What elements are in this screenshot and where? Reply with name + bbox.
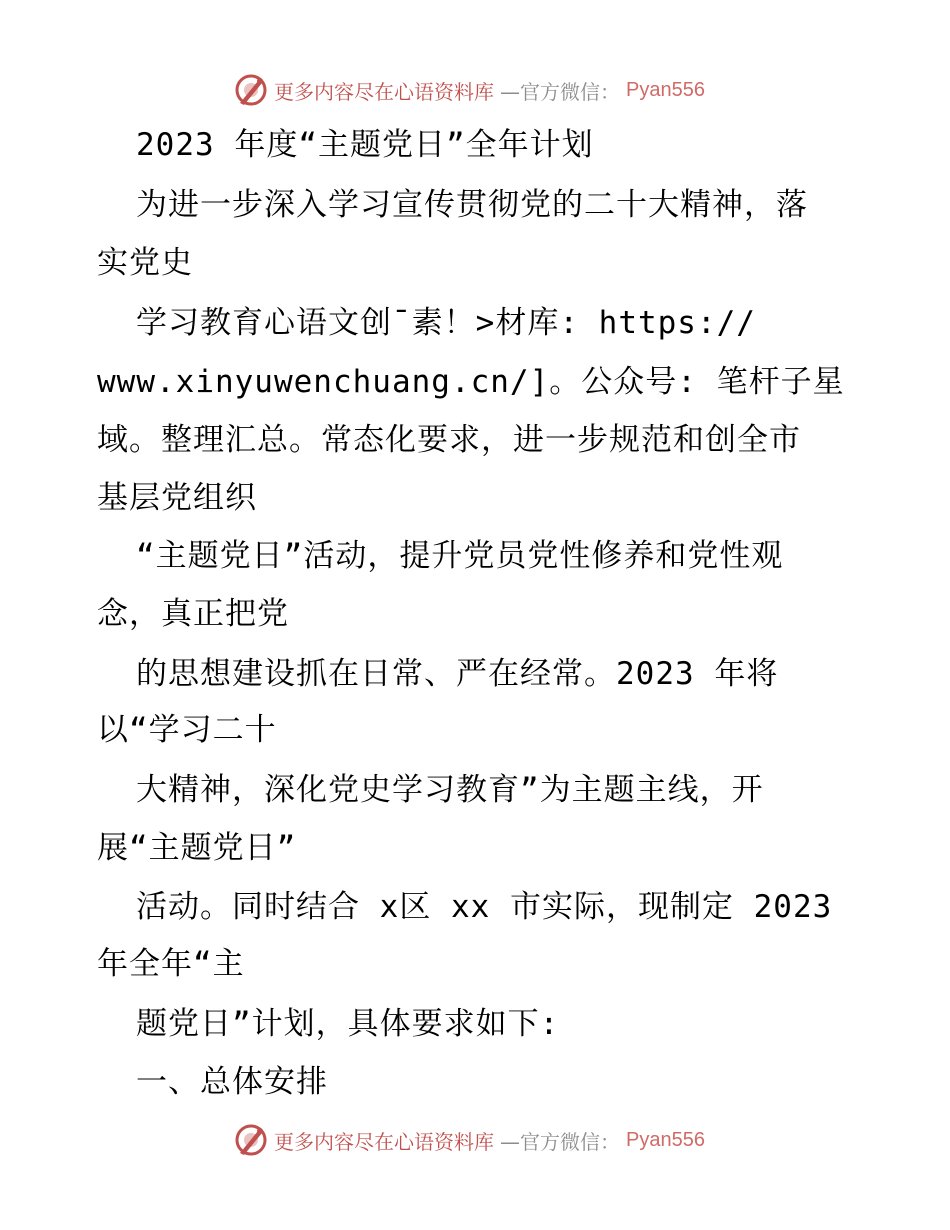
document-line: 学习教育心语文创¯素！>材库: https:// xyxy=(136,305,756,341)
document-title: 2023 年度“主题党日”全年计划 xyxy=(136,127,594,163)
document-line: 大精神，深化党史学习教育”为主题主线，开 xyxy=(136,772,764,808)
document-line: 活动。同时结合 x区 xx 市实际，现制定 2023 xyxy=(136,889,833,925)
document-line: 题党日”计划，具体要求如下: xyxy=(136,1006,560,1042)
brush-logo-icon xyxy=(234,1123,268,1157)
watermark-separator: —官方微信： xyxy=(500,1129,620,1154)
document-line: 为进一步深入学习宣传贯彻党的二十大精神，落 xyxy=(136,187,808,223)
document-line: 以“学习二十 xyxy=(97,712,277,748)
document-line: “主题党日”活动，提升党员党性修养和党性观 xyxy=(136,538,784,574)
watermark-footer xyxy=(234,1122,705,1158)
document-line: 基层党组织 xyxy=(97,480,257,516)
watermark-header xyxy=(234,72,705,108)
watermark-account: Pyan556 xyxy=(626,78,705,101)
document-line: 念，真正把党 xyxy=(97,596,289,632)
section-heading: 一、总体安排 xyxy=(136,1064,328,1100)
document-line: 的思想建设抓在日常、严在经常。2023 年将 xyxy=(136,656,779,692)
watermark-account: Pyan556 xyxy=(626,1128,705,1151)
brush-logo-icon xyxy=(234,73,268,107)
watermark-text: 更多内容尽在心语资料库 xyxy=(274,1129,494,1154)
document-line: www.xinyuwenchuang.cn/]。公众号: 笔杆子星 xyxy=(97,364,845,400)
document-line: 年全年“主 xyxy=(97,946,245,982)
watermark-separator: —官方微信： xyxy=(500,79,620,104)
document-line: 实党史 xyxy=(97,245,193,281)
document-line: 域。整理汇总。常态化要求，进一步规范和创全市 xyxy=(97,422,801,458)
watermark-text: 更多内容尽在心语资料库 xyxy=(274,79,494,104)
document-line: 展“主题党日” xyxy=(97,830,297,866)
